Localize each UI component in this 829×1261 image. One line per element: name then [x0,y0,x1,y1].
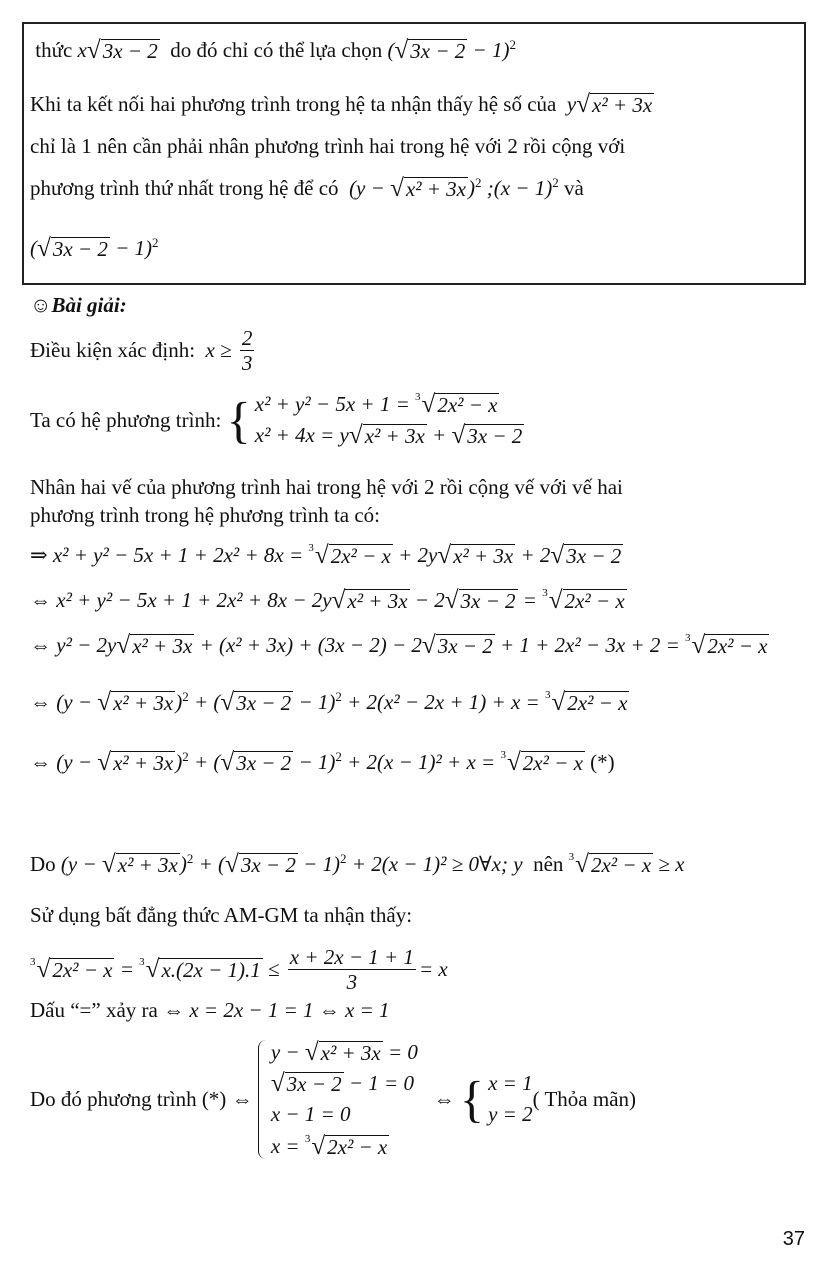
radical-sign: √ [576,91,591,118]
text: Ta có hệ phương trình: [30,407,227,432]
solution-line [30,326,257,375]
square-root [97,690,175,715]
root-index: 3 [139,956,145,969]
root-index: 3 [685,632,691,644]
text: nên [522,852,569,876]
solution-line [30,903,412,928]
text: ( Thỏa mãn) [532,1086,637,1111]
math-text: ⇔ [417,1086,460,1111]
radical-sign: √ [437,542,452,569]
text: phương trình trong hệ phương trình ta có: [30,503,381,527]
solution-line [30,750,615,775]
text: do đó chỉ có thể lựa chọn [159,38,388,62]
exponent: 2 [152,235,159,250]
numerator: 2 [241,326,253,350]
radicand: x² + 3x [592,93,653,118]
cube-root [545,690,629,715]
root-index: 3 [30,956,36,969]
system-row [488,1102,533,1127]
radicand: 2x² − x [52,958,113,983]
denominator: 3 [241,351,253,376]
radicand: x² + 3x [320,1041,381,1066]
text: Điều kiện xác định: [30,338,206,363]
square-root [220,750,293,775]
radicand: x² + 3x [364,424,425,449]
radical-sign: √ [394,37,409,64]
equation-system [258,1040,418,1159]
math-text: ≥ x [653,852,685,876]
radical-sign: √ [220,689,235,716]
exponent: 2 [335,749,342,764]
system-row [255,423,525,448]
system-row [271,1071,418,1096]
cube-root [308,543,392,568]
radical-sign: √ [86,37,101,64]
math-text: + 2 [515,543,551,567]
radicand: 3x − 2 [467,424,523,449]
square-root [437,543,515,568]
square-root [332,588,410,613]
exponent: 2 [552,175,559,190]
root-index: 3 [500,749,506,761]
radical-sign: √ [550,542,565,569]
math-text: ⇔ [231,1086,258,1111]
math-text: ) [175,750,183,774]
cube-root [415,392,499,417]
math-text: y = 2 [488,1102,533,1127]
radicand: 2x² − x [522,751,583,776]
radical-sign: √ [97,689,112,716]
radicand: 3x − 2 [566,544,622,569]
text: thức [30,38,78,62]
square-root [445,588,518,613]
square-root [116,633,194,658]
text: chỉ là 1 nên cần phải nhân phương trình hai trong hệ với 2 rồi cộng với [30,134,626,158]
math-text: ≤ [262,957,285,982]
radicand: x² + 3x [347,589,408,614]
denominator: 3 [346,970,358,995]
solution-line [30,852,684,877]
text: và [558,176,584,200]
radicand: x² + 3x [113,751,174,776]
numerator: x + 2x − 1 + 1 [289,945,414,969]
cube-root [685,633,769,658]
square-root [87,38,160,63]
radical-sign: √ [451,422,466,450]
math-text: + [426,423,452,448]
system-rows [488,1071,533,1127]
solution-line [30,503,380,528]
exponent: 2 [475,175,482,190]
text: Do đó phương trình (*) [30,1086,232,1111]
radicand: 3x − 2 [52,237,108,262]
math-text: − 2 [409,588,445,612]
fraction [288,945,416,994]
math-text: + 1 + 2x² − 3x + 2 = [494,633,686,657]
solution-heading: ☺Bài giải: [30,293,127,317]
page-number: 37 [782,1228,805,1250]
radicand: x² + 3x [113,691,174,716]
square-root [37,236,110,261]
radical-sign: √ [575,851,589,878]
exponent: 2 [340,851,347,866]
radicand: 2x² − x [707,634,768,659]
square-root [550,543,623,568]
radical-sign: √ [390,175,404,202]
radicand: x² + 3x [453,544,514,569]
radical-sign: √ [348,422,363,450]
math-text: + 2y [392,543,438,567]
root-index: 3 [304,1132,311,1145]
system-row [271,1134,418,1159]
math-text: ⇔ (y − [30,750,98,774]
math-text: (y − [349,176,391,200]
cube-root [139,957,263,982]
math-text: x = 1 [488,1071,533,1096]
math-text: x − 1 = 0 [270,1102,351,1127]
radical-sign: √ [421,632,436,659]
radicand: x.(2x − 1).1 [161,958,261,983]
radical-sign: √ [548,587,563,614]
square-root [422,633,495,658]
root-index: 3 [568,851,575,863]
radicand: 3x − 2 [410,39,466,64]
math-text: ⇔ x² + y² − 5x + 1 + 2x² + 8x − 2y [30,588,332,612]
solution-line [30,633,769,658]
radical-sign: √ [116,632,131,659]
exponent: 2 [335,689,342,704]
exponent: 2 [509,37,516,52]
math-text: − 1) [467,38,510,62]
text: Sử dụng bất đẳng thức AM-GM ta nhận thấy: [30,903,413,927]
radical-sign: √ [145,956,160,984]
math-text: x = [270,1133,305,1158]
math-text: + 2(x² − 2x + 1) + x = [341,690,545,714]
math-text: + ( [188,690,221,714]
solution-line [30,1040,636,1159]
radical-sign: √ [304,1039,319,1066]
cube-root [569,852,653,877]
system-row [488,1071,533,1096]
square-root [220,690,293,715]
math-text: ⇒ x² + y² − 5x + 1 + 2x² + 8x = [30,543,309,567]
cube-root [500,750,584,775]
brace: { [459,1071,485,1128]
math-text: ) [179,852,187,876]
solution-line [30,998,390,1023]
math-text: (y − [60,852,102,876]
math-text: ) [468,176,475,200]
math-text: − 1) [293,750,336,774]
radical-sign: √ [36,956,51,984]
radical-sign: √ [101,851,116,878]
square-root [451,423,524,448]
text: Dấu “=” xảy ra [30,998,164,1022]
exponent: 2 [182,749,189,764]
math-text: y − [270,1040,305,1064]
math-text: x² + 4x = y [254,423,349,448]
radicand: 2x² − x [564,589,625,614]
math-text: ⇔ y² − 2y [30,633,117,657]
math-text: ( [387,38,395,62]
math-text: ⇔ x = 2x − 1 = 1 ⇔ x = 1 [163,998,390,1022]
radical-sign: √ [37,235,51,262]
system-row [271,1040,418,1065]
math-text: + ( [188,750,221,774]
root-index: 3 [415,391,421,403]
radicand: 3x − 2 [286,1072,342,1097]
math-text: + (x² + 3x) + (3x − 2) − 2 [194,633,422,657]
math-text: = [114,957,140,982]
note-line [30,134,625,159]
square-root [225,852,298,877]
text: Nhân hai vế của phương trình hai trong hệ với 2 rồi cộng vế với vế hai [30,475,623,499]
system-row [271,1102,418,1127]
radical-sign: √ [421,391,436,418]
brace [258,1040,267,1159]
fraction [240,326,255,375]
radical-sign: √ [444,587,459,614]
math-text: ⇔ (y − [30,690,98,714]
math-text: ( [30,236,37,260]
radicand: 3x − 2 [236,751,292,776]
solution-line [30,543,623,568]
exponent: 2 [182,689,189,704]
radicand: x² + 3x [132,634,193,659]
solution-line [30,588,627,613]
system-rows [271,1040,418,1159]
note-line [30,236,159,261]
radical-sign: √ [220,749,235,776]
square-root [97,750,175,775]
radical-sign: √ [506,749,521,776]
radical-sign: √ [691,632,706,659]
note-line [30,176,584,201]
math-text: = 0 [382,1040,418,1064]
text: (*) [584,750,615,774]
radical-sign: √ [331,587,346,614]
square-root [390,176,468,201]
equation-system [227,392,525,448]
cube-root [30,957,114,982]
square-root [271,1071,344,1096]
radical-sign: √ [225,851,239,878]
math-text: − 1) [297,852,341,876]
root-index: 3 [308,542,314,554]
radical-sign: √ [270,1070,285,1098]
math-text: − 1) [109,236,152,260]
math-text: + 2(x − 1)² ≥ 0∀x; y [346,852,523,876]
math-text: y [566,92,577,116]
math-text: + 2(x − 1)² + x = [341,750,501,774]
math-text: − 1 = 0 [343,1071,414,1096]
radical-sign: √ [311,1132,326,1160]
root-index: 3 [544,689,551,701]
radicand: 3x − 2 [236,691,292,716]
square-root [349,423,427,448]
radicand: x² + 3x [405,177,466,202]
radical-sign: √ [314,542,329,569]
square-root [394,38,467,63]
text: phương trình thứ nhất trong hệ để có [30,176,350,200]
equation-system [460,1071,533,1127]
radicand: 2x² − x [437,393,498,418]
note-line [30,92,654,117]
cube-root [542,588,626,613]
math-text: x² + y² − 5x + 1 = [254,392,415,416]
square-root [305,1040,383,1065]
math-text: x [77,38,87,62]
radicand: 3x − 2 [240,853,296,878]
radicand: 3x − 2 [437,634,493,659]
radical-sign: √ [97,749,112,776]
math-text: + ( [193,852,226,876]
square-root [576,92,654,117]
note-line [30,38,516,63]
math-text: x ≥ [205,338,237,363]
radicand: 3x − 2 [102,39,158,64]
cube-root [305,1134,389,1159]
radicand: 2x² − x [567,691,628,716]
radical-sign: √ [551,689,566,716]
radicand: 2x² − x [330,544,391,569]
square-root [102,852,180,877]
root-index: 3 [542,587,548,599]
system-rows [255,392,525,448]
math-text: ) [175,690,183,714]
system-row [255,392,525,417]
radicand: 2x² − x [327,1134,388,1159]
solution-line [30,475,623,500]
text: Do [30,852,61,876]
text: Khi ta kết nối hai phương trình trong hệ ta nhận thấy hệ số của [30,92,567,116]
math-text: − 1) [293,690,336,714]
radicand: 3x − 2 [460,589,516,614]
radicand: x² + 3x [117,853,178,878]
solution-line [30,945,448,994]
exponent: 2 [186,851,194,866]
math-text: ;(x − 1) [481,176,553,200]
solution-line [30,392,524,448]
solution-line [30,690,629,715]
brace: { [226,392,251,448]
radicand: 2x² − x [590,853,652,878]
math-text: = x [418,957,448,982]
math-text: = [517,588,543,612]
